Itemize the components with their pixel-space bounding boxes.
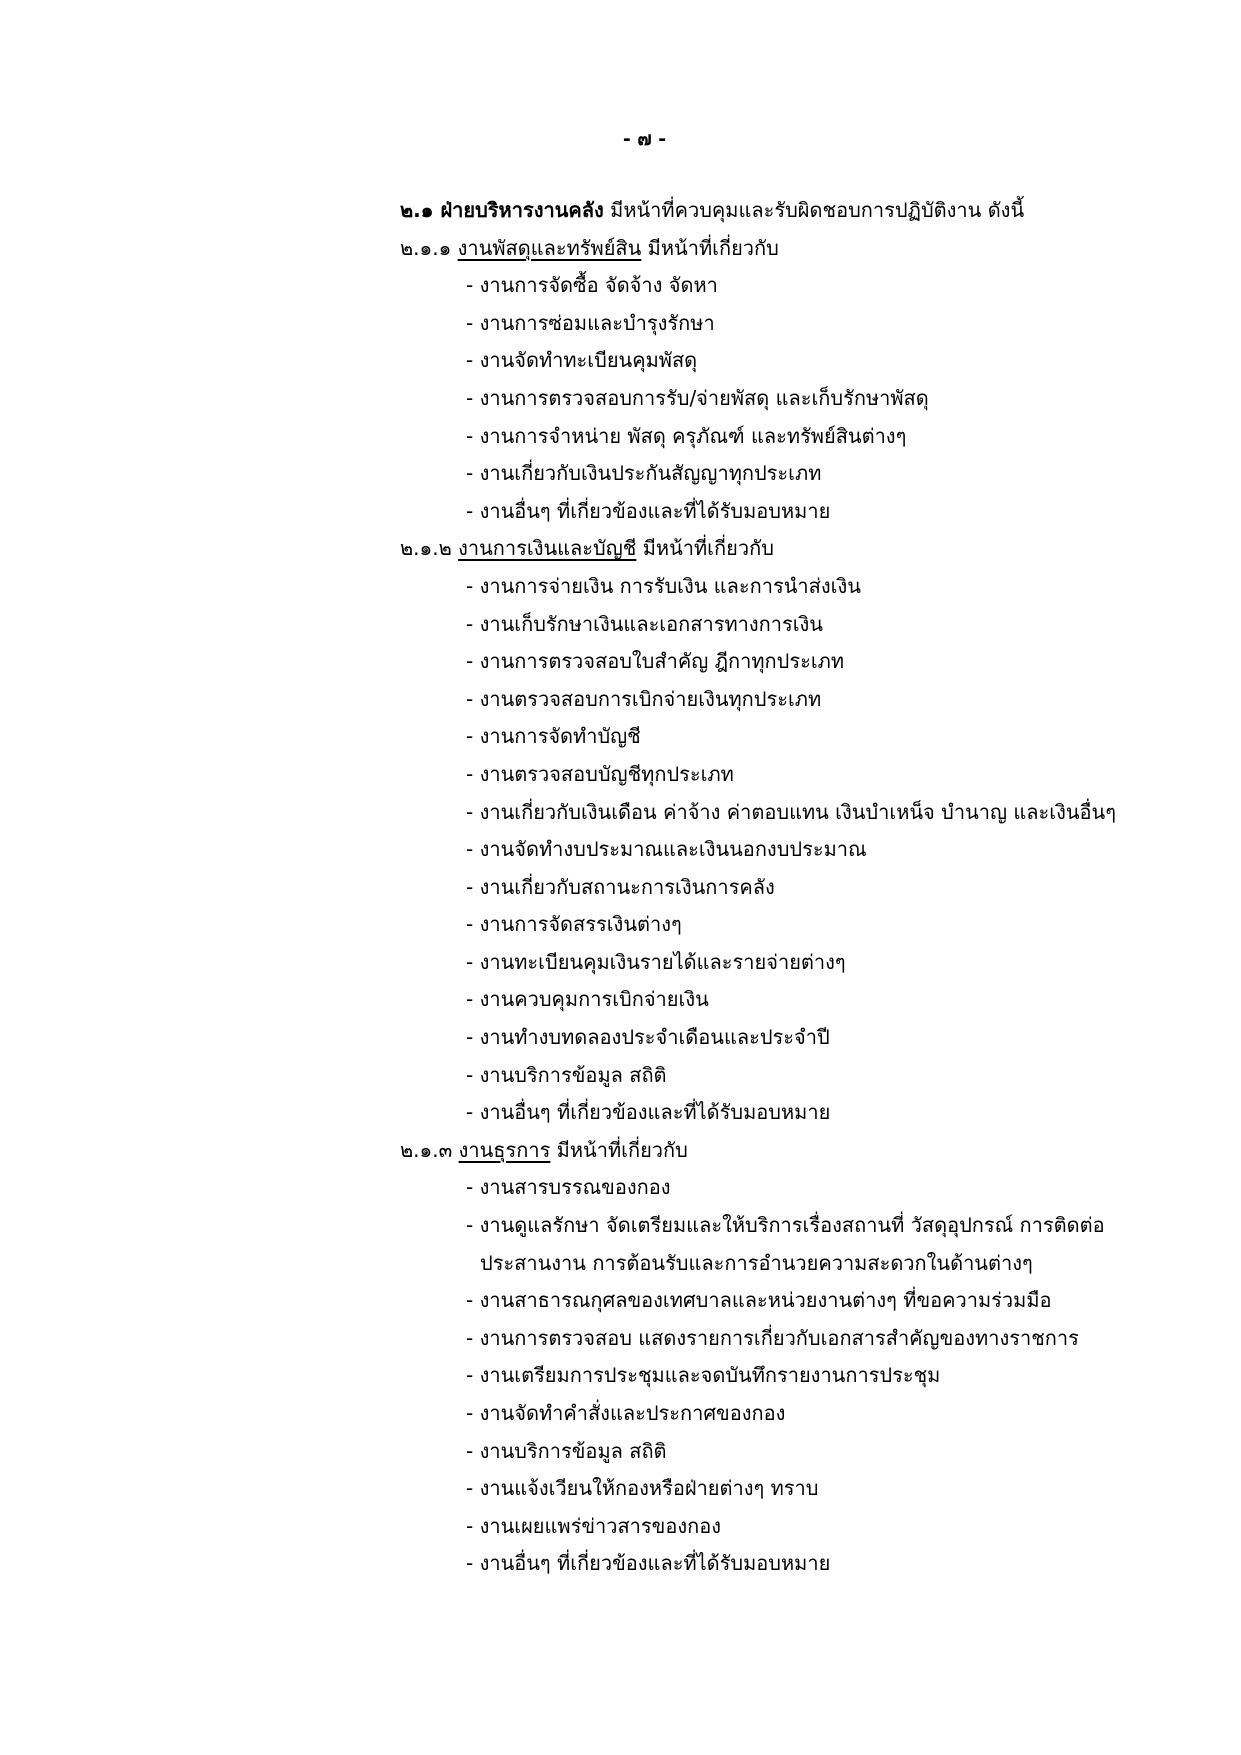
list-item: - งานแจ้งเวียนให้กองหรือฝ่ายต่างๆ ทราบ xyxy=(466,1476,819,1501)
section-heading xyxy=(400,192,1200,230)
list-item: - งานเตรียมการประชุมและจดบันทึกรายงานการประชุม xyxy=(466,1363,941,1388)
list-item: - งานทำงบทดลองประจำเดือนและประจำปี xyxy=(466,1025,830,1050)
list-item: - งานการจำหน่าย พัสดุ ครุภัณฑ์ และทรัพย์สินต่างๆ xyxy=(466,423,907,448)
subsection-heading xyxy=(400,530,1200,568)
subsection-title: งานการเงินและบัญชี xyxy=(458,536,637,561)
list-item: - งานตรวจสอบบัญชีทุกประเภท xyxy=(466,761,734,786)
list-item: - งานเกี่ยวกับเงินเดือน ค่าจ้าง ค่าตอบแทน เงินบำเหน็จ บำนาญ และเงินอื่นๆ xyxy=(466,799,1116,824)
subsection-number: ๒.๑.๓ xyxy=(400,1137,459,1162)
list-item: - งานการจัดทำบัญชี xyxy=(466,724,641,749)
subsection-heading xyxy=(400,230,1200,268)
subsection-suffix: มีหน้าที่เกี่ยวกับ xyxy=(641,235,779,260)
list-item: - งานอื่นๆ ที่เกี่ยวข้องและที่ได้รับมอบหมาย xyxy=(466,498,831,523)
list-item: - งานบริการข้อมูล สถิติ xyxy=(466,1062,667,1087)
list-item: - งานสาธารณกุศลของเทศบาลและหน่วยงานต่างๆ ที่ขอความร่วมมือ xyxy=(466,1288,1052,1313)
subsection-suffix: มีหน้าที่เกี่ยวกับ xyxy=(636,536,774,561)
list-item: - งานเก็บรักษาเงินและเอกสารทางการเงิน xyxy=(466,611,823,636)
list-item: - งานการตรวจสอบการรับ/จ่ายพัสดุ และเก็บรักษาพัสดุ xyxy=(466,385,929,410)
page-number: - ๗ - xyxy=(622,128,667,150)
list-item: - งานจัดทำทะเบียนคุมพัสดุ xyxy=(466,348,698,373)
list-item: - งานเกี่ยวกับเงินประกันสัญญาทุกประเภท xyxy=(466,461,822,486)
list-item: - งานดูแลรักษา จัดเตรียมและให้บริการเรื่องสถานที่ วัสดุอุปกรณ์ การติดต่อ xyxy=(466,1213,1105,1238)
list-item: - งานการซ่อมและบำรุงรักษา xyxy=(466,310,715,335)
section-heading-text: มีหน้าที่ควบคุมและรับผิดชอบการปฏิบัติงาน ดังนี้ xyxy=(603,198,1025,222)
list-item: - งานการจ่ายเงิน การรับเงิน และการนำส่งเงิน xyxy=(466,573,861,598)
subsection-suffix: มีหน้าที่เกี่ยวกับ xyxy=(550,1137,688,1162)
subsection-number: ๒.๑.๑ xyxy=(400,235,458,260)
list-item: - งานจัดทำคำสั่งและประกาศของกอง xyxy=(466,1401,786,1425)
list-item-continuation: ประสานงาน การต้อนรับและการอำนวยความสะดวกในด้านต่างๆ xyxy=(480,1250,1033,1275)
list-item: - งานอื่นๆ ที่เกี่ยวข้องและที่ได้รับมอบหมาย xyxy=(466,1551,831,1576)
list-item: - งานการตรวจสอบใบสำคัญ ฎีกาทุกประเภท xyxy=(466,649,845,674)
list-item: - งานเผยแพร่ข่าวสารของกอง xyxy=(466,1513,721,1538)
list-item: - งานตรวจสอบการเบิกจ่ายเงินทุกประเภท xyxy=(466,686,822,711)
list-item: - งานการจัดสรรเงินต่างๆ xyxy=(466,912,682,937)
list-item: - งานบริการข้อมูล สถิติ xyxy=(466,1438,667,1463)
list-item: - งานอื่นๆ ที่เกี่ยวข้องและที่ได้รับมอบหมาย xyxy=(466,1100,831,1125)
list-item: - งานทะเบียนคุมเงินรายได้และรายจ่ายต่างๆ xyxy=(466,949,846,974)
list-item: - งานการตรวจสอบ แสดงรายการเกี่ยวกับเอกสารสำคัญของทางราชการ xyxy=(466,1325,1079,1350)
subsection-title: งานธุรการ xyxy=(458,1137,551,1162)
list-item: - งานสารบรรณของกอง xyxy=(466,1175,671,1200)
subsection-heading xyxy=(400,1132,1200,1170)
subsection-title: งานพัสดุและทรัพย์สิน xyxy=(457,235,642,260)
subsection-number: ๒.๑.๒ xyxy=(400,536,459,561)
list-item: - งานเกี่ยวกับสถานะการเงินการคลัง xyxy=(466,874,775,899)
list-item: - งานควบคุมการเบิกจ่ายเงิน xyxy=(466,987,709,1012)
list-item: - งานการจัดซื้อ จัดจ้าง จัดหา xyxy=(466,273,718,298)
document-body xyxy=(400,192,1200,1583)
section-heading-title: ๒.๑ ฝ่ายบริหารงานคลัง xyxy=(400,198,604,222)
list-item: - งานจัดทำงบประมาณและเงินนอกงบประมาณ xyxy=(466,837,867,862)
